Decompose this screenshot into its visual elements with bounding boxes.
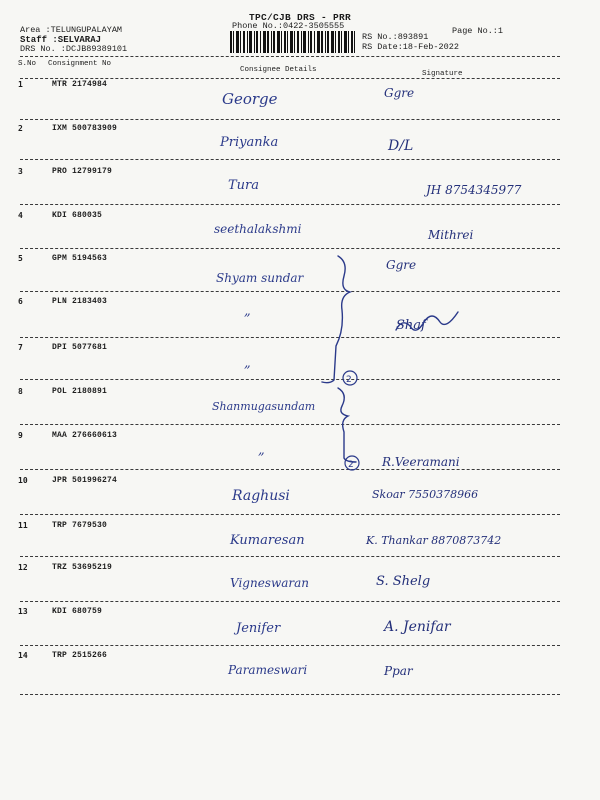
row-number: 8 (18, 387, 23, 396)
row-rule (20, 337, 560, 338)
signature-text: Shaf (396, 318, 426, 333)
consignment-number: JPR 501996274 (52, 476, 118, 485)
brace-mark (322, 256, 350, 383)
row-number: 3 (18, 167, 23, 176)
consignee-name: George (222, 90, 278, 108)
row-rule (20, 514, 560, 515)
row-number: 7 (18, 343, 23, 352)
sheet-title: TPC/CJB DRS - PRR (248, 12, 351, 23)
row-rule (20, 645, 560, 646)
row-number: 6 (18, 297, 23, 306)
consignee-name: Shyam sundar (216, 271, 304, 285)
signature-text: S. Shelg (376, 574, 431, 589)
signature-text: Ppar (384, 664, 413, 678)
col-sno: S.No (18, 60, 37, 68)
consignment-number: TRP 7679530 (52, 521, 108, 530)
consignee-name: Vigneswaran (230, 576, 310, 590)
header-left (20, 26, 127, 55)
consignee-name: Parameswari (228, 663, 308, 677)
page-number: Page No.:1 (452, 26, 504, 36)
brace-mark (338, 388, 356, 462)
header-right (362, 33, 459, 52)
row-rule (20, 204, 560, 205)
barcode-image (230, 31, 355, 53)
row-number: 5 (18, 254, 23, 263)
consignee-name: Shanmugasundam (212, 400, 316, 413)
consignment-number: KDI 680759 (52, 607, 103, 616)
consignee-name: seethalakshmi (214, 222, 302, 236)
row-rule (20, 694, 560, 695)
consignee-name: Tura (228, 178, 260, 193)
col-consignment: Consignment No (48, 60, 112, 68)
consignment-number: MTR 2174984 (52, 80, 108, 89)
consignment-number: PRO 12799179 (52, 167, 113, 176)
staff-label: Staff :SELVARAJ (20, 34, 102, 45)
row-rule (20, 248, 560, 249)
consignee-name: Priyanka (220, 135, 279, 150)
signature-text: K. Thankar 8870873742 (366, 534, 502, 547)
row-rule (20, 291, 560, 292)
row-rule (20, 601, 560, 602)
consignee-name: „ (244, 356, 251, 371)
row-number: 4 (18, 211, 23, 220)
consignment-number: DPI 5077681 (52, 343, 108, 352)
area-label: Area :TELUNGUPALAYAM (20, 25, 123, 35)
consignment-number: TRZ 53695219 (52, 563, 113, 572)
rs-date: RS Date:18-Feb-2022 (362, 41, 459, 52)
signature-text: Skoar 7550378966 (372, 488, 479, 501)
drs-number: DRS No. :DCJB89389101 (20, 44, 128, 54)
consignment-number: GPM 5194563 (52, 254, 108, 263)
circle-mark-label: 2 (348, 460, 354, 470)
phone-number: Phone No.:0422-3505555 (232, 21, 345, 31)
row-number: 12 (18, 563, 28, 572)
column-rule (20, 78, 560, 79)
signature-text: A. Jenifar (384, 619, 451, 635)
signature-text: Ggre (386, 258, 417, 272)
circle-mark (343, 371, 359, 470)
consignment-number: MAA 276660613 (52, 431, 118, 440)
signature-text: JH 8754345977 (426, 183, 522, 197)
row-rule (20, 469, 560, 470)
row-rule (20, 379, 560, 380)
consignment-number: IXM 500783909 (52, 124, 118, 133)
header-rule (20, 56, 560, 57)
consignment-number: KDI 680035 (52, 211, 103, 220)
row-rule (20, 424, 560, 425)
row-number: 1 (18, 80, 23, 89)
consignment-number: TRP 2515266 (52, 651, 108, 660)
consignment-number: PLN 2183403 (52, 297, 108, 306)
col-consignee-details: Consignee Details (240, 66, 317, 74)
signature-text: D/L (388, 138, 414, 154)
row-number: 13 (18, 607, 28, 616)
row-rule (20, 159, 560, 160)
consignee-name: „ (258, 443, 265, 458)
row-rule (20, 556, 560, 557)
consignee-name: Kumaresan (230, 533, 305, 548)
signature-text: Ggre (384, 86, 415, 100)
col-signature: Signature (422, 70, 463, 78)
row-number: 14 (18, 651, 28, 660)
row-number: 2 (18, 124, 23, 133)
consignee-name: Jenifer (236, 621, 281, 636)
consignment-number: POL 2180891 (52, 387, 108, 396)
rs-number: RS No.:893891 (362, 32, 429, 42)
consignee-name: Raghusi (232, 488, 290, 504)
row-number: 11 (18, 521, 28, 530)
circle-mark-label: 2 (346, 375, 352, 385)
signature-text: Mithrei (428, 228, 474, 242)
signature-text: R.Veeramani (382, 455, 460, 469)
row-rule (20, 119, 560, 120)
row-number: 10 (18, 476, 28, 485)
row-number: 9 (18, 431, 23, 440)
consignee-name: „ (244, 304, 251, 319)
